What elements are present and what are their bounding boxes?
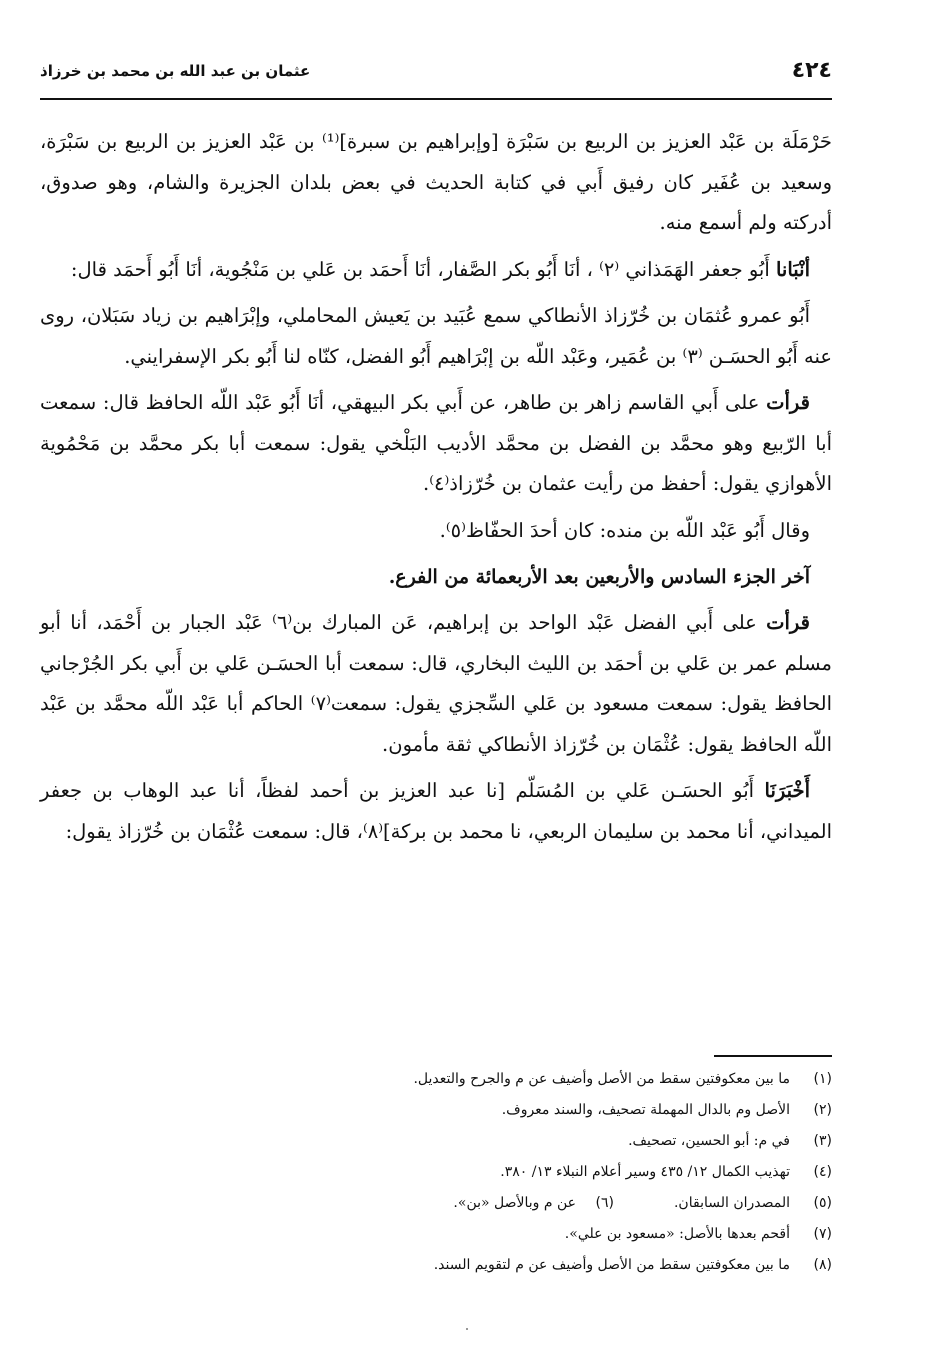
paragraph: [40, 771, 832, 852]
paragraph-text: أَبُو عمرو عُثمَان بن خُرّزاذ الأنطاكي سمع عُبَيد بن يَعيش المحاملي، وإبْرَاهيم بن زياد سَبَلان، روى عنه أَبُو الحسَـن ⁽٣⁾ بن عُمَير، وعَبْد اللّه بن إبْرَاهيم أَبُو الفضل، كنّاه لنا أَبُو بكر الإسفرايني.: [40, 304, 832, 368]
page-number: ٤٢٤: [791, 58, 832, 83]
footnote: [40, 1064, 832, 1095]
footnote-number: (٤): [813, 1164, 832, 1180]
footnote-text: المصدران السابقان.: [673, 1195, 790, 1211]
paragraph: [40, 122, 832, 244]
footnote-inline: [453, 1188, 614, 1219]
scan-speck: [466, 1328, 468, 1330]
footnote-text: تهذيب الكمال ١٢/ ٤٣٥ وسير أعلام النبلاء ١٣/ ٣٨٠.: [500, 1164, 790, 1180]
paragraph: [40, 250, 832, 291]
section-end-note: آخر الجزء السادس والأربعين بعد الأربعمائة من الفرع.: [388, 566, 810, 588]
footnote-text: الأصل وم بالدال المهملة تصحيف، والسند معروف.: [501, 1102, 790, 1118]
footnote-text: ما بين معكوفتين سقط من الأصل وأضيف عن م لتقويم السند.: [433, 1257, 790, 1273]
footnote-number: (٥): [813, 1195, 832, 1211]
paragraph: [40, 296, 832, 377]
footnotes: [40, 1064, 832, 1281]
paragraph-text: أَبُو جعفر الهَمَذاني ⁽٢⁾ ، أنَا أَبُو بكر الصَّفار، أنَا أَحمَد بن عَلي بن مَنْجُوية، أنَا أَبُو أَحمَد قال:: [70, 257, 776, 281]
footnote: [40, 1095, 832, 1126]
footnote: [40, 1219, 832, 1250]
paragraph-text: على أَبي الفضل عَبْد الواحد بن إبراهيم، عَن المبارك بن⁽٦⁾ عَبْد الجبار بن أَحْمَد، أنا أبو مسلم عمر بن عَلي بن أحمَد بن الليث البخاري، قال: سمعت أبا الحسَـن عَلي بن أَبي بكر الجُرْجاني الحافظ يقول: سمعت مسعود بن عَلي السِّجزي يقول: سمعت⁽٧⁾ الحاكم أبا عَبْد اللّه محمَّد بن عَبْد اللّه الحافظ يقول: عُثْمَان بن خُرّزاذ الأنطاكي ثقة مأمون.: [40, 611, 832, 756]
footnote-number: (٧): [813, 1226, 832, 1242]
paragraph-text: على أَبي القاسم زاهر بن طاهر، عن أَبي بكر البيهقي، أنَا أَبُو عَبْد اللّه الحافظ قال: سمعت أبا الرّبيع وهو محمَّد بن الفضل بن محمَّد الأديب البَلْخي يقول: سمعت أبا بكر محمَّد بن مَحْمُوية الأهوازي يقول: أحفظ من رأيت عثمان بن خُرّزاذ⁽٤⁾.: [40, 391, 832, 495]
footnote: [40, 1250, 832, 1281]
main-text: [40, 122, 832, 858]
footnote-number: (٣): [813, 1133, 832, 1149]
footnote-number: (٢): [813, 1102, 832, 1118]
footnote-rule: [714, 1055, 832, 1057]
running-title: عثمان بن عبد الله بن محمد بن خرزاذ: [40, 62, 311, 80]
paragraph-lead: أَخْبَرَنَا: [764, 779, 810, 802]
footnote-number: (١): [813, 1071, 832, 1087]
page-header: [40, 56, 832, 94]
footnote: [40, 1157, 832, 1188]
footnote-number: (٦): [595, 1195, 614, 1211]
paragraph: [40, 383, 832, 505]
paragraph-text: أَبُو الحسَـن عَلي بن المُسَلّم [نا عبد العزيز بن أحمد لفظاً، أنا عبد الوهاب بن جعفر الميداني، أنا محمد بن سليمان الربعي، نا محمد بن بركة]⁽٨⁾، قال: سمعت عُثْمَان بن خُرّزاذ يقول:: [40, 779, 832, 843]
footnote: [40, 1126, 832, 1157]
paragraph-lead: قرأت: [766, 611, 810, 634]
paragraph-text: وقال أَبُو عَبْد اللّه بن منده: كان أحدَ الحفّاظ⁽٥⁾.: [439, 518, 810, 542]
footnote-text: أقحم بعدها بالأصل: «مسعود بن علي».: [564, 1226, 790, 1242]
paragraph: [40, 603, 832, 765]
paragraph-lead: أنْبَانا: [775, 257, 810, 281]
footnote-number: (٨): [813, 1257, 832, 1273]
footnote: [40, 1188, 832, 1219]
header-rule: [40, 98, 832, 100]
paragraph-lead: قرأت: [766, 391, 810, 414]
footnote-text: في م: أبو الحسين، تصحيف.: [628, 1133, 790, 1149]
paragraph-text: حَرْمَلَة بن عَبْد العزيز بن الربيع بن سَبْرَة [وإبراهيم بن سبرة]⁽¹⁾ بن عَبْد العزيز بن الربيع بن سَبْرَة، وسعيد بن عُفَير كان رفيق أَبي في كتابة الحديث في بعض بلدان الجزيرة والشام، وهو صدوق، أدركته ولم أسمع منه.: [40, 130, 832, 234]
paragraph: [40, 511, 832, 552]
footnote-text: ما بين معكوفتين سقط من الأصل وأضيف عن م والجرح والتعديل.: [413, 1071, 790, 1087]
footnote-text: عن م وبالأصل «بن».: [453, 1195, 576, 1211]
